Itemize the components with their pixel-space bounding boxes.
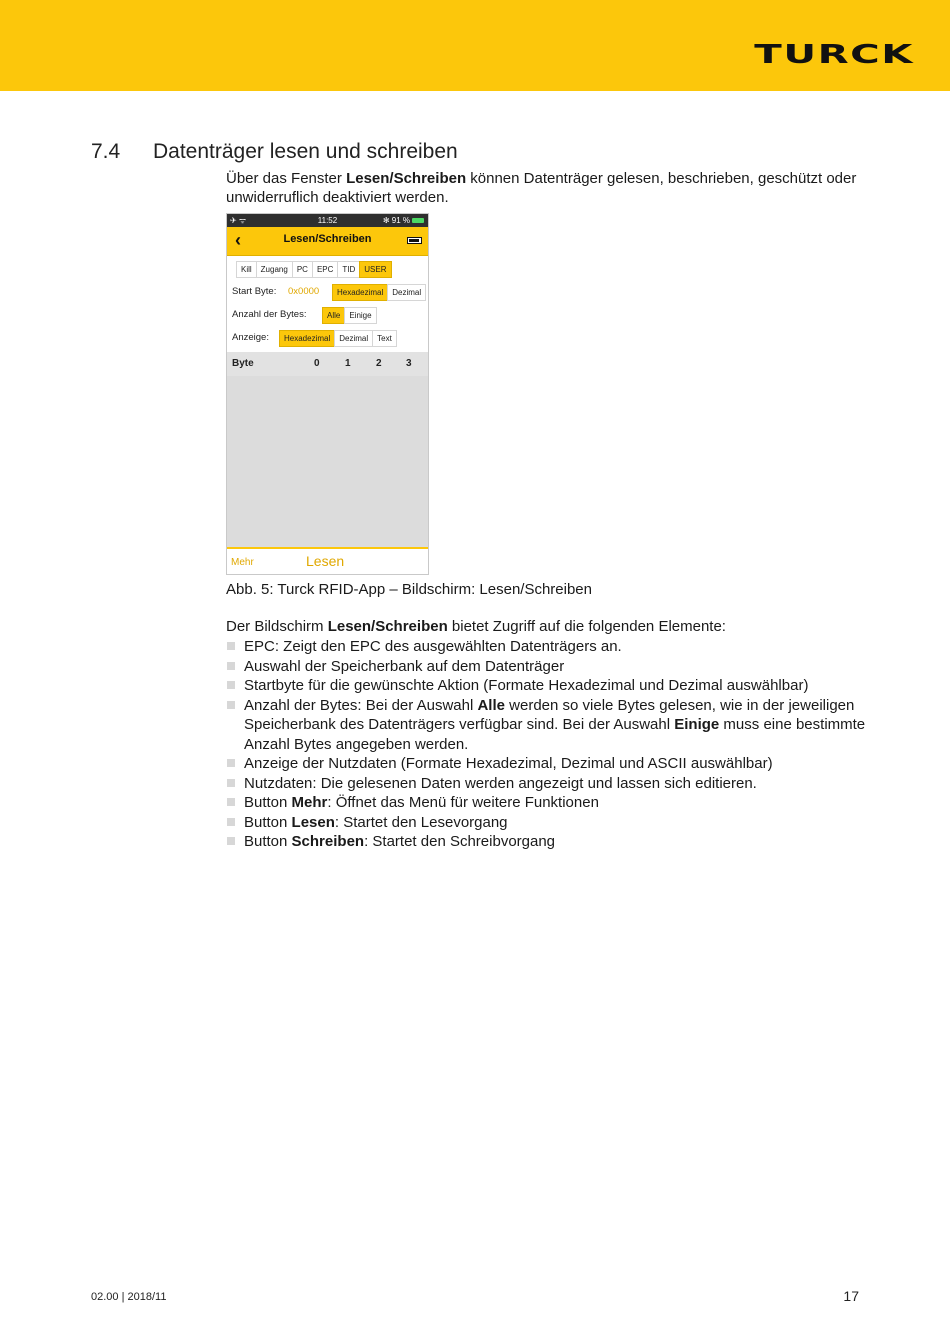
nav-title: Lesen/Schreiben — [283, 233, 372, 245]
data-table-header — [227, 352, 428, 377]
list-item: Auswahl der Speicherbank auf dem Datenträger — [226, 657, 876, 677]
tab-kill[interactable]: Kill — [236, 261, 257, 278]
list-item-text: Button — [244, 813, 292, 831]
status-bar — [227, 214, 428, 227]
status-icons-right — [383, 214, 424, 227]
list-item-bold: Mehr — [291, 794, 328, 811]
start-byte-hex-option[interactable]: Hexadezimal — [332, 284, 388, 301]
list-intro-pre: Der Bildschirm — [226, 618, 328, 635]
read-button[interactable]: Lesen — [306, 553, 345, 569]
intro-paragraph — [226, 169, 866, 207]
display-label: Anzeige: — [232, 332, 269, 343]
memory-bank-tabs — [237, 261, 392, 278]
header-band — [0, 0, 950, 91]
turck-logo: TURCK — [754, 40, 914, 70]
section-number: 7.4 — [91, 140, 121, 163]
col-0: 0 — [314, 358, 320, 369]
section-heading — [91, 140, 458, 164]
battery-percent: ✻ 91 % — [382, 216, 410, 225]
list-item-text: Button — [244, 833, 292, 850]
tab-user[interactable]: USER — [359, 261, 391, 278]
tab-tid[interactable]: TID — [337, 261, 360, 278]
list-item-text: : Startet den Schreibvorgang — [364, 833, 556, 850]
nav-bar — [227, 227, 428, 256]
list-intro-bold: Lesen/Schreiben — [327, 618, 448, 635]
start-byte-dec-option[interactable]: Dezimal — [387, 284, 426, 301]
list-item-text: Anzahl der Bytes: Bei der Auswahl — [244, 696, 478, 714]
footer-version: 02.00 | 2018/11 — [91, 1291, 167, 1303]
col-byte: Byte — [232, 358, 254, 369]
list-item: EPC: Zeigt den EPC des ausgewählten Datenträgers an. — [226, 637, 876, 657]
figure-caption: Abb. 5: Turck RFID-App – Bildschirm: Lesen/Schreiben — [226, 581, 592, 598]
section-title: Datenträger lesen und schreiben — [153, 140, 458, 163]
intro-text-pre: Über das Fenster — [226, 170, 347, 187]
app-screenshot — [226, 213, 429, 575]
byte-count-all-option[interactable]: Alle — [322, 307, 345, 324]
list-item — [226, 832, 876, 852]
list-item-bold: Schreiben — [291, 833, 365, 850]
start-byte-input[interactable]: 0x0000 — [288, 286, 320, 297]
list-item-text: muss eine bestimmte Anzahl Bytes angegeben werden. — [244, 716, 866, 753]
byte-count-some-option[interactable]: Einige — [344, 307, 376, 324]
intro-text-bold: Lesen/Schreiben — [346, 170, 467, 187]
payload-data-area[interactable] — [227, 376, 428, 547]
col-3: 3 — [406, 358, 412, 369]
start-byte-label: Start Byte: — [232, 286, 277, 297]
list-item: Startbyte für die gewünschte Aktion (Formate Hexadezimal und Dezimal auswählbar) — [226, 676, 876, 696]
list-item-text: Button — [244, 794, 292, 811]
reader-battery-icon — [407, 237, 422, 244]
display-dec-option[interactable]: Dezimal — [334, 330, 373, 347]
list-item — [226, 813, 876, 833]
byte-count-options — [323, 307, 377, 324]
battery-icon — [412, 218, 424, 223]
display-format-options — [280, 330, 397, 347]
list-item-text: : Startet den Lesevorgang — [334, 813, 508, 831]
display-text-option[interactable]: Text — [372, 330, 397, 347]
list-item: Anzeige der Nutzdaten (Formate Hexadezimal, Dezimal und ASCII auswählbar) — [226, 754, 876, 774]
more-button[interactable]: Mehr — [231, 557, 254, 568]
list-intro — [226, 618, 726, 635]
col-2: 2 — [376, 358, 382, 369]
display-hex-option[interactable]: Hexadezimal — [279, 330, 335, 347]
status-icons-left: ✈ ᯤ — [230, 216, 247, 225]
start-byte-format — [333, 284, 426, 301]
list-item-text: : Öffnet das Menü für weitere Funktionen — [327, 794, 599, 811]
col-1: 1 — [345, 358, 351, 369]
bottom-toolbar — [227, 547, 428, 575]
back-chevron-icon[interactable]: ‹ — [235, 230, 241, 250]
byte-count-label: Anzahl der Bytes: — [232, 309, 307, 320]
list-item: Nutzdaten: Die gelesenen Daten werden angezeigt und lassen sich editieren. — [226, 774, 876, 794]
tab-zugang[interactable]: Zugang — [256, 261, 293, 278]
list-item — [226, 793, 876, 813]
list-item-bold: Einige — [674, 716, 720, 733]
element-list — [226, 637, 876, 852]
tab-pc[interactable]: PC — [292, 261, 313, 278]
list-item — [226, 696, 876, 755]
list-intro-post: bietet Zugriff auf die folgenden Elemente: — [447, 618, 726, 635]
tab-epc[interactable]: EPC — [312, 261, 338, 278]
page-number: 17 — [843, 1288, 859, 1304]
list-item-bold: Alle — [477, 696, 505, 714]
status-time: 11:52 — [317, 216, 338, 225]
intro-text-post: können Datenträger gelesen, beschrieben, geschützt oder unwiderruflich deaktiviert werden. — [226, 170, 857, 206]
list-item-bold: Lesen — [291, 813, 335, 831]
list-item-text: werden so viele Bytes gelesen, wie in der jeweiligen Speicherbank des Datenträgers verfügbar sind. Bei der Auswahl — [244, 696, 855, 733]
